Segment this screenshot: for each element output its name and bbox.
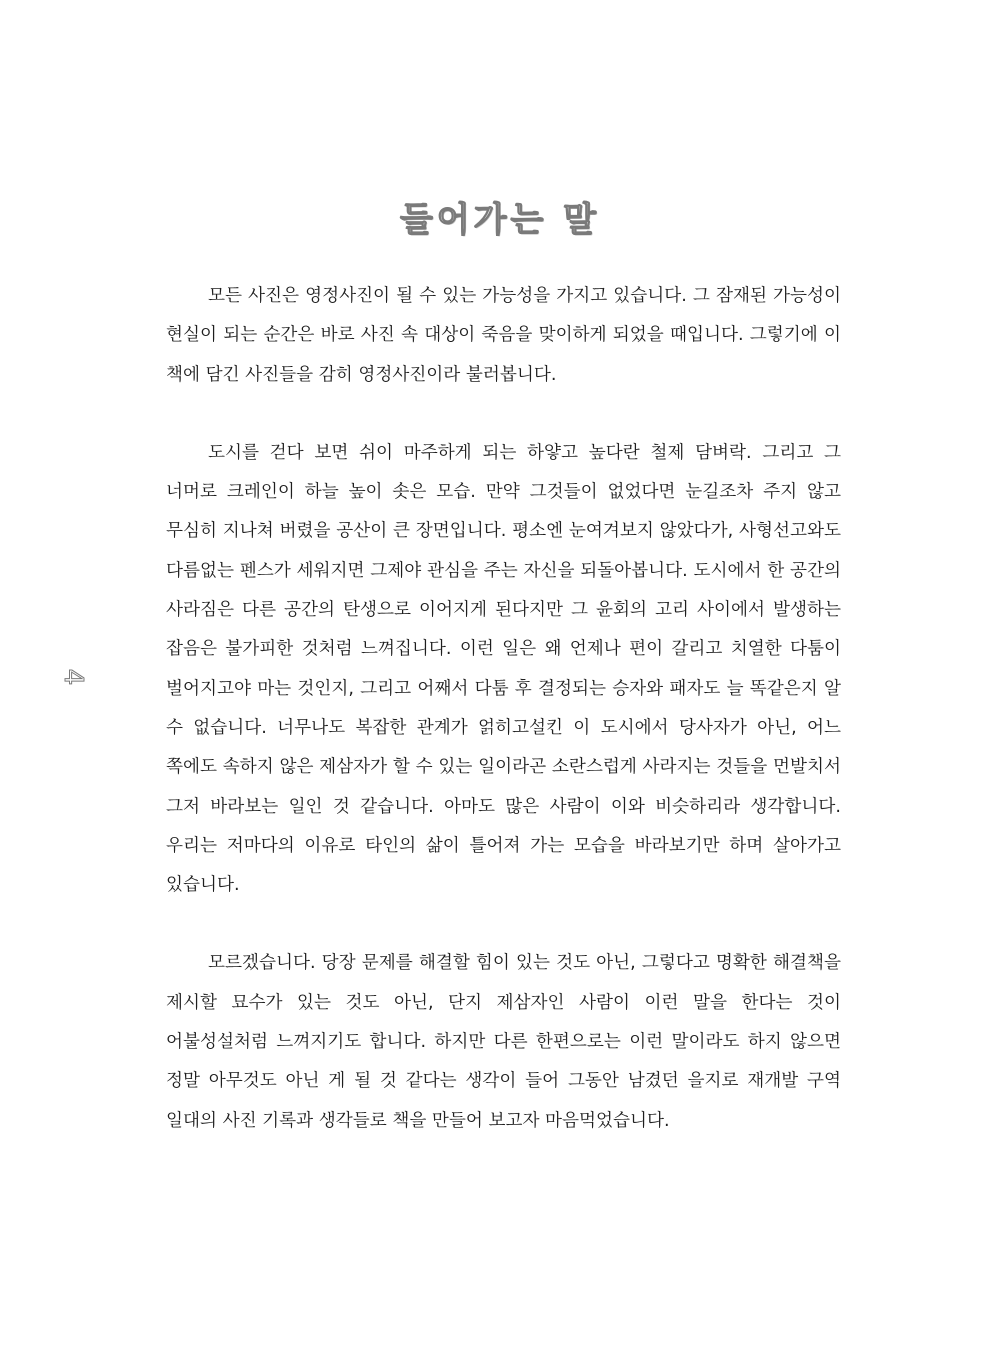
- page-number: 4: [58, 668, 88, 686]
- body-text: [166, 277, 841, 1141]
- paragraph-1: 모든 사진은 영정사진이 될 수 있는 가능성을 가지고 있습니다. 그 잠재된 가능성이 현실이 되는 순간은 바로 사진 속 대상이 죽음을 맞이하게 되었을 때입니다. 그렇기에 이 책에 담긴 사진들을 감히 영정사진이라 불러봅니다.: [166, 286, 841, 385]
- paragraph-2: 도시를 걷다 보면 쉬이 마주하게 되는 하얗고 높다란 철제 담벼락. 그리고 그 너머로 크레인이 하늘 높이 솟은 모습. 만약 그것들이 없었다면 눈길조차 주지 않고 무심히 지나쳐 버렸을 공산이 큰 장면입니다. 평소엔 눈여겨보지 않았다가, 사형선고와도 다름없는 펜스가 세워지면 그제야 관심을 주는 자신을 되돌아봅니다. 도시에서 한 공간의 사라짐은 다른 공간의 탄생으로 이어지게 된다지만 그 윤회의 고리 사이에서 발생하는 잡음은 불가피한 것처럼 느껴집니다. 이런 일은 왜 언제나 편이 갈리고 치열한 다툼이 벌어지고야 마는 것인지, 그리고 어째서 다툼 후 결정되는 승자와 패자도 늘 똑같은지 알 수 없습니다. 너무나도 복잡한 관계가 얽히고설킨 이 도시에서 당사자가 아닌, 어느 쪽에도 속하지 않은 제삼자가 할 수 있는 일이라곤 소란스럽게 사라지는 것들을 먼발치서 그저 바라보는 일인 것 같습니다. 아마도 많은 사람이 이와 비슷하리라 생각합니다. 우리는 저마다의 이유로 타인의 삶이 틀어져 가는 모습을 바라보기만 하며 살아가고 있습니다.: [166, 442, 841, 896]
- page-title: 들어가는 말: [399, 200, 601, 240]
- paragraph-3: 모르겠습니다. 당장 문제를 해결할 힘이 있는 것도 아닌, 그렇다고 명확한 해결책을 제시할 묘수가 있는 것도 아닌, 단지 제삼자인 사람이 이런 말을 한다는 것이 어불성설처럼 느껴지기도 합니다. 하지만 다른 한편으로는 이런 말이라도 하지 않으면 정말 아무것도 아닌 게 될 것 같다는 생각이 들어 그동안 남겼던 을지로 재개발 구역 일대의 사진 기록과 생각들로 책을 만들어 보고자 마음먹었습니다.: [166, 953, 841, 1131]
